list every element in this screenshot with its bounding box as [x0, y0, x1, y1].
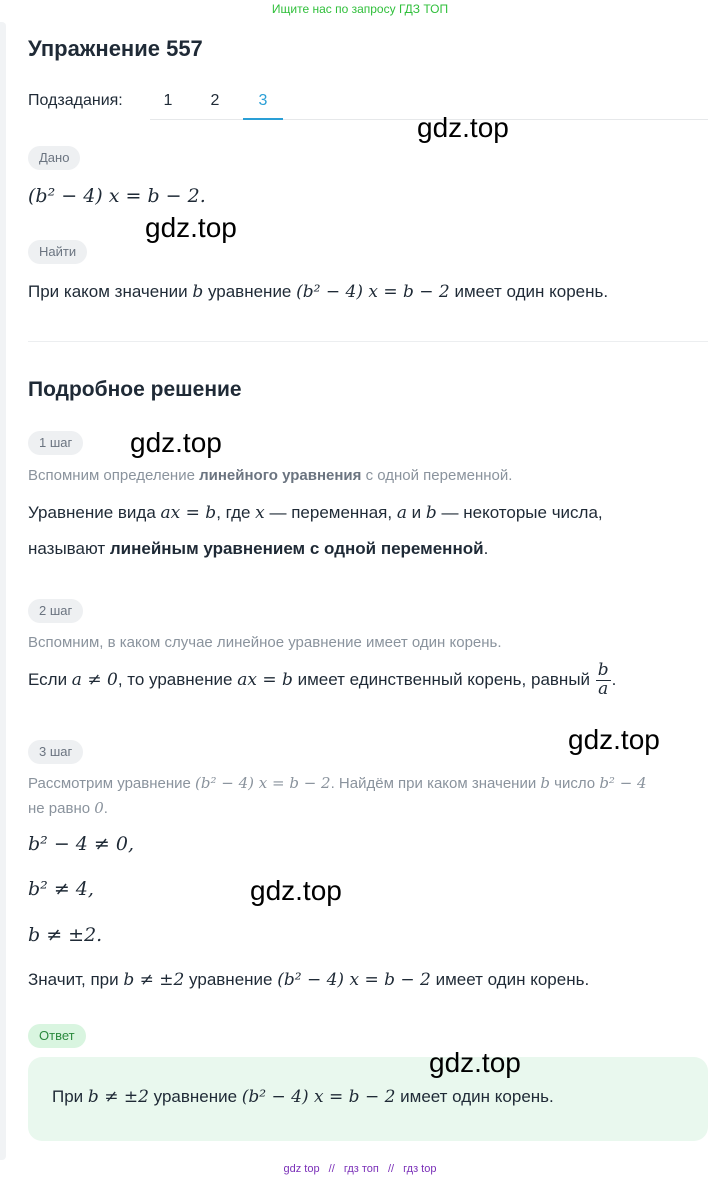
given-pill: Дано: [28, 146, 80, 170]
footer-separator: //: [328, 1163, 335, 1175]
given-equation: (b² − 4) x = b − 2.: [28, 185, 206, 207]
step3-hint-line1: Рассмотрим уравнение (b² − 4) x = b − 2. Найдём при каком значении b число b² − 4: [28, 774, 647, 792]
tab-subtask-1[interactable]: 1: [163, 92, 173, 109]
watermark: gdz.top: [429, 1047, 521, 1078]
section-divider: [28, 341, 708, 342]
footer-links: [0, 1163, 720, 1175]
step3-inequality-3: b ≠ ±2.: [28, 924, 103, 946]
answer-pill: Ответ: [28, 1024, 86, 1048]
page-title: Упражнение 557: [28, 36, 203, 61]
step2-hint: Вспомним, в каком случае линейное уравнение имеет один корень.: [28, 634, 502, 651]
answer-text: При b ≠ ±2 уравнение (b² − 4) x = b − 2 имеет один корень.: [52, 1087, 554, 1107]
footer-link[interactable]: gdz top: [283, 1163, 320, 1175]
left-edge-bar: [0, 22, 6, 1160]
step3-inequality-2: b² ≠ 4,: [28, 878, 94, 900]
footer-separator: //: [387, 1163, 395, 1175]
subtasks-bar: [28, 88, 708, 120]
step3-hint-line2: не равно 0.: [28, 799, 108, 817]
footer-link[interactable]: гдз топ: [343, 1163, 379, 1175]
find-pill: Найти: [28, 240, 87, 264]
search-banner[interactable]: Ищите нас по запросу ГДЗ ТОП: [271, 2, 449, 16]
step3-conclusion: Значит, при b ≠ ±2 уравнение (b² − 4) x = b − 2 имеет один корень.: [28, 970, 590, 990]
solution-title: Подробное решение: [28, 378, 242, 401]
watermark: gdz.top: [145, 212, 237, 243]
subtasks-label: Подзадания:: [28, 92, 123, 109]
step3-pill: 3 шаг: [28, 740, 83, 764]
watermark: gdz.top: [130, 427, 222, 458]
step1-definition-cont: называют линейным уравнением с одной переменной.: [28, 539, 489, 558]
step1-hint: Вспомним определение линейного уравнения с одной переменной.: [28, 467, 513, 484]
tab-subtask-3[interactable]: 3: [258, 92, 268, 109]
step2-rule: Если a ≠ 0, то уравнение ax = b имеет единственный корень, равный $\frac{b}{a}$ .: [28, 660, 617, 699]
watermark: gdz.top: [417, 112, 509, 143]
step3-inequality-1: b² − 4 ≠ 0,: [28, 833, 134, 855]
find-text: При каком значении b уравнение (b² − 4) x = b − 2 имеет один корень.: [28, 282, 609, 302]
active-tab-indicator: [243, 118, 283, 120]
step2-pill: 2 шаг: [28, 599, 83, 623]
fraction-b-over-a: $\frac{b}{a}$: [597, 660, 609, 699]
watermark: gdz.top: [250, 875, 342, 906]
step1-pill: 1 шаг: [28, 431, 83, 455]
answer-box: [28, 1057, 708, 1141]
step1-definition: Уравнение вида ax = b, где x — переменная, a и b — некоторые числа,: [28, 503, 603, 523]
footer-link[interactable]: гдз top: [403, 1163, 437, 1175]
tab-subtask-2[interactable]: 2: [210, 92, 220, 109]
watermark: gdz.top: [568, 724, 660, 755]
